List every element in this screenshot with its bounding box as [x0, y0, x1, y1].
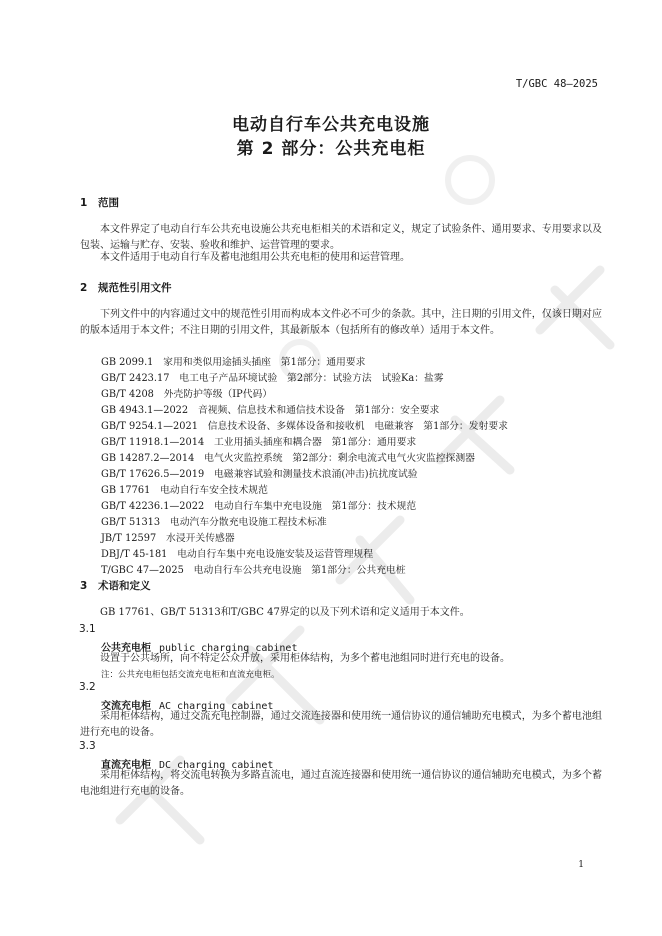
section-title: 规范性引用文件: [98, 282, 172, 294]
reference-item: DBJ/T 45-181 电动自行车集中充电设施安装及运营管理规程: [101, 549, 374, 560]
term-english: public charging cabinet: [159, 643, 298, 654]
reference-item: GB/T 2423.17 电工电子产品环境试验 第2部分：试验方法 试验Ka：盐雾: [101, 373, 444, 384]
page-number: 1: [578, 860, 584, 870]
term-chinese: 直流充电柜: [101, 760, 151, 771]
section-title: 术语和定义: [98, 580, 151, 592]
reference-item: GB/T 11918.1—2014 工业用插头插座和耦合器 第1部分：通用要求: [101, 437, 417, 448]
term-definition: 采用柜体结构，将交流电转换为多路直流电，通过直流连接器和使用统一通信协议的通信辅助充电模式，为多个蓄电池组进行充电的设备。: [80, 770, 602, 797]
term-chinese: 交流充电柜: [101, 701, 151, 712]
reference-item: GB/T 9254.1—2021 信息技术设备、多媒体设备和接收机 电磁兼容 第1部分：发射要求: [101, 421, 508, 432]
normative-intro: 下列文件中的内容通过文中的规范性引用而构成本文件必不可少的条款。其中，注日期的引用文件，仅该日期对应的版本适用于本文件；不注日期的引用文件，其最新版本（包括所有的修改单）适用于本文件。: [80, 309, 602, 336]
reference-item: GB/T 42236.1—2022 电动自行车集中充电设施 第1部分：技术规范: [101, 501, 417, 512]
section-heading-normative: [80, 280, 172, 295]
section-heading-scope: [80, 195, 119, 210]
reference-item: GB 17761 电动自行车安全技术规范: [101, 485, 268, 496]
reference-item: GB 14287.2—2014 电气火灾监控系统 第2部分：剩余电流式电气火灾监控探测器: [101, 453, 475, 464]
reference-item: GB 4943.1—2022 音视频、信息技术和通信技术设备 第1部分：安全要求: [101, 405, 440, 416]
term-definition: 设置于公共场所，向不特定公众开放，采用柜体结构，为多个蓄电池组同时进行充电的设备。: [100, 653, 510, 664]
term-chinese: 公共充电柜: [101, 643, 151, 654]
section-number: 1: [80, 197, 88, 209]
reference-item: T/GBC 47—2025 电动自行车公共充电设施 第1部分：公共充电桩: [101, 565, 406, 576]
term-note: 注：公共充电柜包括交流充电柜和直流充电柜。: [101, 670, 280, 680]
term-english: DC charging cabinet: [159, 760, 274, 771]
reference-item: JB/T 12597 水浸开关传感器: [101, 533, 235, 544]
scope-paragraph-1: 本文件界定了电动自行车公共充电设施公共充电柜相关的术语和定义，规定了试验条件、通用要求、专用要求以及包装、运输与贮存、安装、验收和维护、运营管理的要求。: [80, 224, 602, 251]
section-title: 范围: [98, 197, 119, 209]
section-heading-terms: [80, 578, 151, 593]
section-number: 3: [80, 580, 88, 592]
reference-item: GB/T 51313 电动汽车分散充电设施工程技术标准: [101, 517, 327, 528]
terms-intro: GB 17761、GB/T 51313和T/GBC 47界定的以及下列术语和定义适用于本文件。: [100, 607, 470, 618]
reference-item: GB 2099.1 家用和类似用途插头插座 第1部分：通用要求: [101, 357, 366, 368]
document-subtitle: 第 2 部分：公共充电柜: [236, 139, 426, 159]
clause-number: 3.2: [79, 681, 96, 693]
reference-item: GB/T 17626.5—2019 电磁兼容试验和测量技术浪涌(冲击)抗扰度试验: [101, 469, 418, 480]
scope-paragraph-2: 本文件适用于电动自行车及蓄电池组用公共充电柜的使用和运营管理。: [100, 252, 410, 263]
document-code: T/GBC 48—2025: [515, 78, 598, 90]
reference-item: GB/T 4208 外壳防护等级（IP代码）: [101, 389, 273, 400]
clause-number: 3.1: [79, 623, 96, 635]
section-number: 2: [80, 282, 88, 294]
term-english: AC charging cabinet: [159, 701, 274, 712]
term-definition: 采用柜体结构，通过交流充电控制器，通过交流连接器和使用统一通信协议的通信辅助充电模式，为多个蓄电池组进行充电的设备。: [80, 711, 602, 738]
clause-number: 3.3: [79, 740, 96, 752]
document-title: 电动自行车公共充电设施: [232, 115, 430, 135]
